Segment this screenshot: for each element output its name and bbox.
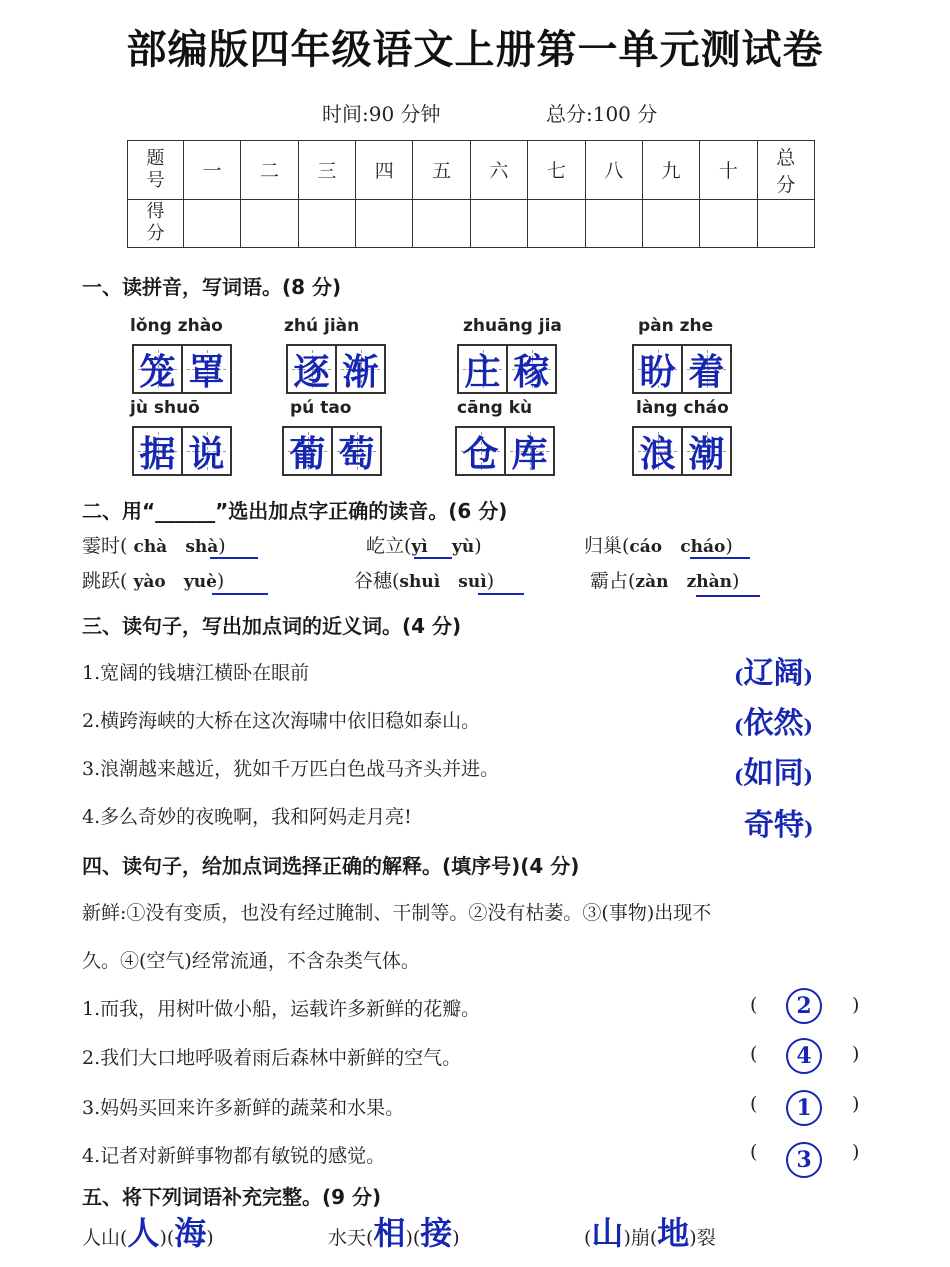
score-cell-blank[interactable] <box>298 199 355 247</box>
score-cell-header: 八 <box>585 141 642 200</box>
writing-grid <box>457 344 557 394</box>
section-3-heading: 三、读句子，写出加点词的近义词。(4 分) <box>82 614 462 638</box>
grid-char: 萄 <box>331 428 380 474</box>
score-cell-blank[interactable] <box>184 199 241 247</box>
score-cell-blank[interactable] <box>241 199 298 247</box>
grid-char: 仓 <box>457 428 504 474</box>
answer-paren-open: ( <box>750 1043 758 1065</box>
answer-choice: 2 <box>786 988 822 1024</box>
score-table <box>127 140 815 248</box>
answer-choice: 3 <box>786 1142 822 1178</box>
definition-line: 新鲜:①没有变质，也没有经过腌制、干制等。②没有枯萎。③(事物)出现不 <box>82 902 712 924</box>
pinyin-label: jù shuō <box>130 398 200 418</box>
question-text: 1.宽阔的钱塘江横卧在眼前 <box>82 662 310 684</box>
idiom-item: 人山(人)(海) <box>82 1214 214 1252</box>
grid-char: 稼 <box>506 346 555 392</box>
time-limit: 时间:90 分钟 <box>322 102 441 126</box>
pronunciation-item: 跳跃( yào yuè) <box>82 570 225 592</box>
pronunciation-item: 霎时( chà shà) <box>82 535 226 557</box>
answer-underline <box>690 557 750 559</box>
score-cell-blank[interactable] <box>585 199 642 247</box>
grid-char: 逐 <box>288 346 335 392</box>
score-cell-blank[interactable] <box>470 199 527 247</box>
section-1-heading: 一、读拼音，写词语。(8 分) <box>82 275 342 299</box>
writing-grid <box>282 426 382 476</box>
writing-grid <box>286 344 386 394</box>
answer-synonym: (如同) <box>734 756 813 791</box>
pinyin-label: pàn zhe <box>638 316 714 336</box>
writing-grid <box>455 426 555 476</box>
answer-paren-close: ) <box>852 1141 860 1163</box>
grid-char: 据 <box>134 428 181 474</box>
answer-synonym: (辽阔) <box>734 656 813 691</box>
answer-paren-close: ) <box>852 1043 860 1065</box>
pinyin-label: lǒng zhào <box>130 316 223 336</box>
pronunciation-item: 霸占(zàn zhàn) <box>590 570 740 592</box>
answer-choice: 4 <box>786 1038 822 1074</box>
score-cell-blank[interactable] <box>642 199 699 247</box>
page-title: 部编版四年级语文上册第一单元测试卷 <box>126 27 824 73</box>
grid-char: 葡 <box>284 428 331 474</box>
section-5-heading: 五、将下列词语补充完整。(9 分) <box>82 1185 382 1209</box>
score-cell-blank[interactable] <box>528 199 585 247</box>
pinyin-label: zhú jiàn <box>284 316 360 336</box>
pinyin-label: làng cháo <box>636 398 729 418</box>
total-score: 总分:100 分 <box>546 102 658 126</box>
answer-underline <box>210 557 258 559</box>
pinyin-label: cāng kù <box>457 398 533 418</box>
writing-grid <box>632 344 732 394</box>
answer-paren-close: ) <box>852 994 860 1016</box>
score-cell-blank[interactable] <box>757 199 814 247</box>
grid-char: 渐 <box>335 346 384 392</box>
answer-paren-open: ( <box>750 994 758 1016</box>
score-cell-header: 一 <box>184 141 241 200</box>
question-text: 2.我们大口地呼吸着雨后森林中新鲜的空气。 <box>82 1047 462 1069</box>
score-cell-header: 五 <box>413 141 470 200</box>
pronunciation-item: 屹立(yì yù) <box>366 535 482 557</box>
answer-paren-close: ) <box>852 1093 860 1115</box>
writing-grid <box>632 426 732 476</box>
score-cell-label: 题 号 <box>128 141 184 200</box>
question-text: 3.妈妈买回来许多新鲜的蔬菜和水果。 <box>82 1097 405 1119</box>
answer-choice: 1 <box>786 1090 822 1126</box>
definition-line: 久。④(空气)经常流通，不含杂类气体。 <box>82 950 420 972</box>
section-2-heading: 二、用“______”选出加点字正确的读音。(6 分) <box>82 499 508 523</box>
score-cell-blank[interactable] <box>413 199 470 247</box>
grid-char: 库 <box>504 428 553 474</box>
score-cell-header: 七 <box>528 141 585 200</box>
score-cell-blank[interactable] <box>356 199 413 247</box>
question-text: 1.而我，用树叶做小船，运载许多新鲜的花瓣。 <box>82 998 481 1020</box>
score-cell-header: 四 <box>356 141 413 200</box>
score-table-score-row <box>128 199 815 247</box>
score-cell-header: 二 <box>241 141 298 200</box>
grid-char: 着 <box>681 346 730 392</box>
grid-char: 盼 <box>634 346 681 392</box>
answer-paren-open: ( <box>750 1093 758 1115</box>
score-cell-label: 总 分 <box>757 141 814 200</box>
answer-synonym: 奇特) <box>744 808 814 843</box>
section-4-heading: 四、读句子，给加点词选择正确的解释。(填序号)(4 分) <box>82 854 580 878</box>
question-text: 4.记者对新鲜事物都有敏锐的感觉。 <box>82 1145 386 1167</box>
score-cell-header: 十 <box>700 141 757 200</box>
answer-underline <box>696 595 760 597</box>
answer-underline <box>478 593 524 595</box>
pronunciation-item: 谷穗(shuì suì) <box>354 570 495 592</box>
answer-paren-open: ( <box>750 1141 758 1163</box>
score-cell-label: 得 分 <box>128 199 184 247</box>
grid-char: 笼 <box>134 346 181 392</box>
score-cell-header: 九 <box>642 141 699 200</box>
score-cell-blank[interactable] <box>700 199 757 247</box>
answer-underline <box>414 557 452 559</box>
writing-grid <box>132 344 232 394</box>
score-cell-header: 六 <box>470 141 527 200</box>
question-text: 3.浪潮越来越近，犹如千万匹白色战马齐头并进。 <box>82 758 500 780</box>
grid-char: 潮 <box>681 428 730 474</box>
pinyin-label: zhuāng jia <box>463 316 562 336</box>
grid-char: 说 <box>181 428 230 474</box>
grid-char: 庄 <box>459 346 506 392</box>
grid-char: 罩 <box>181 346 230 392</box>
score-table-header-row <box>128 141 815 200</box>
answer-synonym: (依然) <box>734 706 813 741</box>
idiom-item: (山)崩(地)裂 <box>584 1214 716 1252</box>
pinyin-label: pú tao <box>290 398 352 418</box>
score-cell-header: 三 <box>298 141 355 200</box>
answer-underline <box>212 593 268 595</box>
writing-grid <box>132 426 232 476</box>
idiom-item: 水天(相)(接) <box>328 1214 460 1252</box>
grid-char: 浪 <box>634 428 681 474</box>
pronunciation-item: 归巢(cáo cháo) <box>584 535 733 557</box>
question-text: 4.多么奇妙的夜晚啊，我和阿妈走月亮! <box>82 806 412 828</box>
question-text: 2.横跨海峡的大桥在这次海啸中依旧稳如泰山。 <box>82 710 481 732</box>
